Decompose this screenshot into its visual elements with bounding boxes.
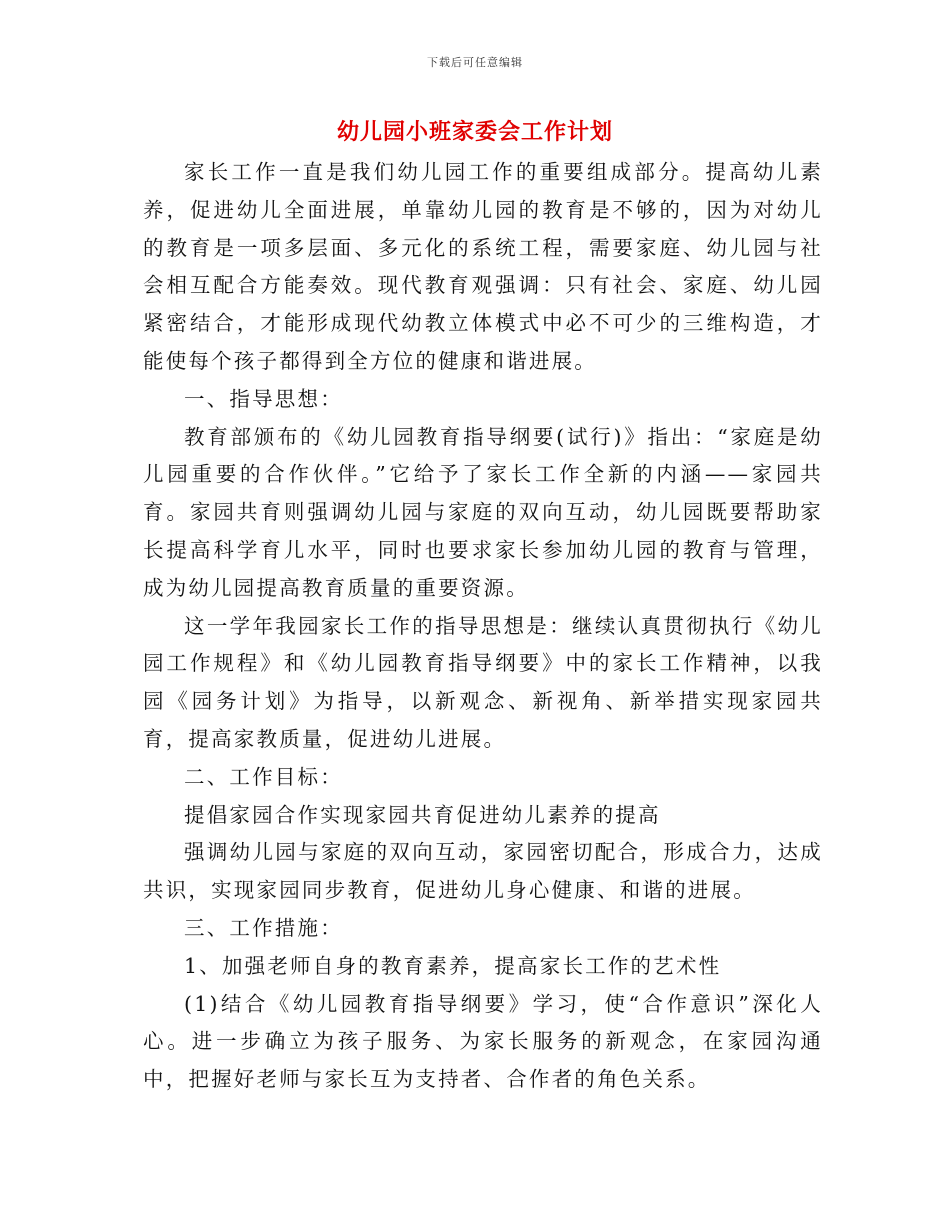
paragraph-guiding-thought-1: 教育部颁布的《幼儿园教育指导纲要(试行)》指出：“家庭是幼儿园重要的合作伙伴。”它给予了家长工作全新的内涵——家园共育。家园共育则强调幼儿园与家庭的双向互动，幼儿园既要帮助家长提高科学育儿水平，同时也要求家长参加幼儿园的教育与管理，成为幼儿园提高教育质量的重要资源。 — [143, 424, 823, 600]
header-note: 下载后可任意编辑 — [427, 56, 523, 69]
paragraph-intro: 家长工作一直是我们幼儿园工作的重要组成部分。提高幼儿素养，促进幼儿全面进展，单靠幼儿园的教育是不够的，因为对幼儿的教育是一项多层面、多元化的系统工程，需要家庭、幼儿园与社会相互配合方能奏效。现代教育观强调：只有社会、家庭、幼儿园紧密结合，才能形成现代幼教立体模式中必不可少的三维构造，才能使每个孩子都得到全方位的健康和谐进展。 — [143, 160, 823, 373]
document-title: 幼儿园小班家委会工作计划 — [336, 119, 613, 145]
paragraph-measure-1: 1、加强老师自身的教育素养，提高家长工作的艺术性 — [184, 953, 722, 978]
document-body — [143, 154, 823, 1099]
section-heading-guiding-thought: 一、指导思想： — [184, 386, 343, 411]
section-heading-work-measures: 三、工作措施： — [184, 915, 343, 940]
paragraph-measure-1-1: (1)结合《幼儿园教育指导纲要》学习，使“合作意识”深化人心。进一步确立为孩子服务、为家长服务的新观念，在家园沟通中，把握好老师与家长互为支持者、合作者的角色关系。 — [143, 991, 823, 1092]
paragraph-guiding-thought-2: 这一学年我园家长工作的指导思想是：继续认真贯彻执行《幼儿园工作规程》和《幼儿园教育指导纲要》中的家长工作精神，以我园《园务计划》为指导，以新观念、新视角、新举措实现家园共育，提高家教质量，促进幼儿进展。 — [143, 613, 823, 751]
paragraph-goal-statement: 提倡家园合作实现家园共育促进幼儿素养的提高 — [184, 802, 661, 827]
paragraph-goal-detail: 强调幼儿园与家庭的双向互动，家园密切配合，形成合力，达成共识，实现家园同步教育，促进幼儿身心健康、和谐的进展。 — [143, 840, 823, 903]
section-heading-work-goals: 二、工作目标： — [184, 764, 343, 789]
